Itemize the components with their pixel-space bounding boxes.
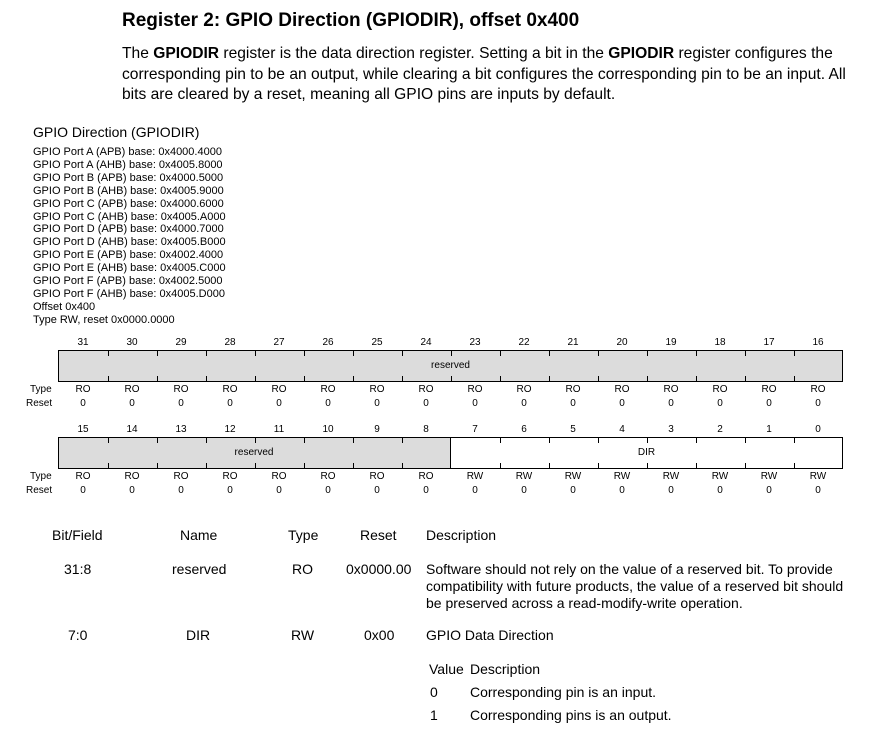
intro-text-3: register configures the corresponding pin to be an output, while clearing a bit configures the corresponding pin to be an input. All bits are cleared by a reset, meaning all GPIO pins are inputs by default. [122, 45, 846, 103]
bit-reset-value: 0 [717, 398, 723, 409]
intro-register-name-1: GPIODIR [153, 45, 220, 62]
bit-divider-tick [108, 437, 109, 443]
bit-reset-value: 0 [619, 398, 625, 409]
reset-row-label: Reset [26, 485, 53, 496]
bit-divider-tick [696, 437, 697, 443]
bit-number: 19 [665, 337, 677, 348]
bit-divider-tick [402, 437, 403, 443]
bit-number: 24 [420, 337, 432, 348]
bit-divider-tick [304, 350, 305, 356]
bit-divider-tick [157, 437, 158, 443]
bit-number: 17 [763, 337, 775, 348]
bit-number: 31 [77, 337, 89, 348]
bit-type-value: RO [761, 384, 777, 395]
value-description: Corresponding pin is an input. [470, 684, 657, 700]
bit-type-value: RW [564, 471, 582, 482]
row-type: RW [291, 627, 315, 643]
bit-divider-tick [794, 437, 795, 443]
bit-reset-value: 0 [815, 485, 821, 496]
field-label-reserved: reserved [234, 447, 274, 458]
reset-row-label: Reset [26, 398, 53, 409]
bit-type-value: RO [222, 471, 238, 482]
bit-divider-tick [745, 350, 746, 356]
bit-type-value: RW [662, 471, 680, 482]
base-line: GPIO Port D (AHB) base: 0x4005.B000 [33, 236, 226, 249]
bit-type-value: RO [565, 384, 581, 395]
base-line: GPIO Port F (AHB) base: 0x4005.D000 [33, 287, 225, 300]
bit-number: 5 [570, 424, 576, 435]
intro-register-name-2: GPIODIR [608, 45, 675, 62]
value-code: 1 [430, 707, 438, 723]
bit-divider-tick [500, 437, 501, 443]
base-line: GPIO Port A (APB) base: 0x4000.4000 [33, 146, 222, 158]
bit-divider-tick [647, 376, 648, 382]
bit-divider-tick [402, 350, 403, 356]
base-line: GPIO Port C (APB) base: 0x4000.6000 [33, 197, 224, 210]
bit-divider-tick [745, 376, 746, 382]
bit-type-value: RO [369, 384, 385, 395]
bit-type-value: RO [810, 384, 826, 395]
bit-number: 7 [472, 424, 478, 435]
register-diagram-title: GPIO Direction (GPIODIR) [33, 124, 200, 140]
bit-number: 12 [224, 424, 236, 435]
bit-divider-tick [157, 350, 158, 356]
bit-divider-tick [794, 463, 795, 469]
bit-number: 9 [374, 424, 380, 435]
base-line: GPIO Port C (AHB) base: 0x4005.A000 [33, 210, 226, 223]
bit-divider-tick [304, 463, 305, 469]
bit-type-value: RO [222, 384, 238, 395]
row-reset: 0x00 [364, 627, 395, 643]
bit-type-value: RO [418, 384, 434, 395]
bit-divider-tick [500, 463, 501, 469]
bit-type-value: RO [320, 471, 336, 482]
bit-divider-tick [745, 437, 746, 443]
bit-divider-tick [157, 463, 158, 469]
bit-divider-tick [549, 376, 550, 382]
bit-divider-tick [794, 376, 795, 382]
bit-number: 8 [423, 424, 429, 435]
bit-number: 16 [812, 337, 824, 348]
col-header-type: Type [288, 527, 319, 543]
bit-divider-tick [304, 437, 305, 443]
bit-type-value: RO [75, 384, 91, 395]
bit-type-value: RW [760, 471, 778, 482]
bit-number: 21 [567, 337, 579, 348]
bit-type-value: RO [271, 471, 287, 482]
col-header-description: Description [426, 527, 497, 543]
bit-divider-tick [598, 463, 599, 469]
bit-reset-value: 0 [619, 485, 625, 496]
bit-divider-tick [598, 350, 599, 356]
bit-number: 15 [77, 424, 89, 435]
type-row-label: Type [30, 384, 52, 395]
bit-number: 26 [322, 337, 334, 348]
bit-divider-tick [745, 463, 746, 469]
intro-text-2: register is the data direction register. Setting a bit in the [219, 45, 609, 62]
col-header-name: Name [180, 527, 218, 543]
base-line: GPIO Port D (APB) base: 0x4000.7000 [33, 223, 224, 236]
field-label-dir: DIR [637, 447, 656, 458]
bit-divider-tick [598, 437, 599, 443]
bit-divider-tick [353, 350, 354, 356]
bit-divider-tick [647, 437, 648, 443]
bit-reset-value: 0 [472, 398, 478, 409]
bit-type-value: RO [271, 384, 287, 395]
bit-divider-tick [696, 350, 697, 356]
bit-reset-value: 0 [178, 485, 184, 496]
bit-divider-tick [647, 463, 648, 469]
bit-type-value: RW [515, 471, 533, 482]
row-description: Software should not rely on the value of a reserved bit. To provide compatibility with future products, the value of a reserved bit should be preserved across a read-modify-write operation. [426, 561, 844, 611]
bit-type-value: RO [663, 384, 679, 395]
row-name: DIR [186, 627, 211, 643]
bit-type-value: RW [711, 471, 729, 482]
type-reset-line: Type RW, reset 0x0000.0000 [33, 313, 175, 326]
bit-reset-value: 0 [178, 398, 184, 409]
bit-divider-tick [402, 463, 403, 469]
bit-number: 20 [616, 337, 628, 348]
base-line: GPIO Port F (APB) base: 0x4002.5000 [33, 275, 223, 288]
bit-number: 29 [175, 337, 187, 348]
bit-reset-value: 0 [766, 485, 772, 496]
base-line: GPIO Port B (APB) base: 0x4000.5000 [33, 171, 224, 184]
bit-divider-tick [108, 463, 109, 469]
bit-divider-tick [353, 437, 354, 443]
bit-number: 0 [815, 424, 821, 435]
bit-type-value: RO [124, 471, 140, 482]
bit-number: 30 [126, 337, 138, 348]
bit-type-value: RO [516, 384, 532, 395]
bit-divider-tick [206, 463, 207, 469]
bit-divider-tick [696, 376, 697, 382]
bit-divider-tick [451, 350, 452, 356]
bit-divider-tick [451, 376, 452, 382]
bit-divider-tick [500, 350, 501, 356]
bit-reset-value: 0 [276, 485, 282, 496]
row-name: reserved [172, 561, 227, 577]
bit-type-value: RW [809, 471, 827, 482]
base-line: GPIO Port E (AHB) base: 0x4005.C000 [33, 262, 226, 275]
bit-divider-tick [206, 350, 207, 356]
value-description-header: Description [470, 661, 541, 677]
bit-reset-value: 0 [423, 398, 429, 409]
bit-reset-value: 0 [325, 398, 331, 409]
col-header-bitfield: Bit/Field [52, 527, 103, 543]
bit-reset-value: 0 [374, 485, 380, 496]
bit-divider-tick [500, 376, 501, 382]
bit-reset-value: 0 [766, 398, 772, 409]
bit-number: 18 [714, 337, 726, 348]
value-code: 0 [430, 684, 438, 700]
bit-reset-value: 0 [80, 398, 86, 409]
bit-divider-tick [549, 437, 550, 443]
bit-type-value: RW [466, 471, 484, 482]
bit-number: 23 [469, 337, 481, 348]
col-header-reset: Reset [360, 527, 397, 543]
bit-divider-tick [255, 376, 256, 382]
bit-type-value: RO [124, 384, 140, 395]
bit-number: 11 [273, 424, 285, 435]
bit-reset-value: 0 [227, 485, 233, 496]
base-line: GPIO Port B (AHB) base: 0x4005.9000 [33, 184, 224, 197]
bit-number: 6 [521, 424, 527, 435]
bit-reset-value: 0 [570, 485, 576, 496]
bit-reset-value: 0 [717, 485, 723, 496]
bit-number: 4 [619, 424, 625, 435]
bit-divider-tick [255, 463, 256, 469]
bit-number: 14 [126, 424, 138, 435]
bit-divider-tick [549, 350, 550, 356]
bit-reset-value: 0 [423, 485, 429, 496]
bit-divider-tick [402, 376, 403, 382]
bit-number: 25 [371, 337, 383, 348]
field-label-reserved: reserved [431, 360, 470, 371]
bit-divider-tick [304, 376, 305, 382]
bit-reset-value: 0 [521, 485, 527, 496]
bit-type-value: RO [75, 471, 91, 482]
base-line: GPIO Port A (AHB) base: 0x4005.8000 [33, 158, 223, 171]
value-description: Corresponding pins is an output. [470, 707, 672, 723]
bit-divider-tick [696, 463, 697, 469]
row-bitfield: 7:0 [68, 627, 88, 643]
bit-divider-tick [157, 376, 158, 382]
bit-number: 1 [766, 424, 772, 435]
bit-divider-tick [255, 350, 256, 356]
bit-type-value: RO [173, 471, 189, 482]
row-bitfield: 31:8 [64, 561, 92, 577]
bit-reset-value: 0 [815, 398, 821, 409]
bit-divider-tick [549, 463, 550, 469]
bit-divider-tick [794, 350, 795, 356]
bit-divider-tick [255, 437, 256, 443]
offset-line: Offset 0x400 [33, 300, 96, 313]
row-description: GPIO Data Direction [426, 627, 554, 643]
bit-number: 27 [273, 337, 285, 348]
type-row-label: Type [30, 471, 52, 482]
bit-type-value: RO [369, 471, 385, 482]
bit-divider-tick [353, 463, 354, 469]
base-line: GPIO Port E (APB) base: 0x4002.4000 [33, 249, 224, 262]
bit-type-value: RO [712, 384, 728, 395]
bit-reset-value: 0 [570, 398, 576, 409]
row-type: RO [292, 561, 313, 577]
bit-divider-tick [647, 350, 648, 356]
bit-type-value: RO [467, 384, 483, 395]
bit-divider-tick [353, 376, 354, 382]
bit-reset-value: 0 [325, 485, 331, 496]
bit-reset-value: 0 [374, 398, 380, 409]
bit-type-value: RO [614, 384, 630, 395]
bit-reset-value: 0 [129, 398, 135, 409]
bit-divider-tick [206, 376, 207, 382]
bit-type-value: RO [173, 384, 189, 395]
bit-type-value: RO [418, 471, 434, 482]
bit-reset-value: 0 [668, 485, 674, 496]
bit-number: 22 [518, 337, 530, 348]
bit-reset-value: 0 [668, 398, 674, 409]
bit-number: 2 [717, 424, 723, 435]
bit-type-value: RO [320, 384, 336, 395]
intro-text-1: The [122, 45, 154, 62]
bit-divider-tick [108, 376, 109, 382]
bit-reset-value: 0 [521, 398, 527, 409]
bit-number: 13 [175, 424, 187, 435]
bit-divider-tick [108, 350, 109, 356]
value-col-header: Value [429, 661, 464, 677]
bit-divider-tick [598, 376, 599, 382]
bit-reset-value: 0 [129, 485, 135, 496]
bit-reset-value: 0 [276, 398, 282, 409]
bit-number: 3 [668, 424, 674, 435]
bit-reset-value: 0 [472, 485, 478, 496]
row-reset: 0x0000.00 [346, 561, 412, 577]
page-title: Register 2: GPIO Direction (GPIODIR), offset 0x400 [122, 10, 580, 31]
bit-number: 28 [224, 337, 236, 348]
bit-type-value: RW [613, 471, 631, 482]
bit-divider-tick [206, 437, 207, 443]
bit-number: 10 [322, 424, 334, 435]
bit-reset-value: 0 [80, 485, 86, 496]
bit-reset-value: 0 [227, 398, 233, 409]
